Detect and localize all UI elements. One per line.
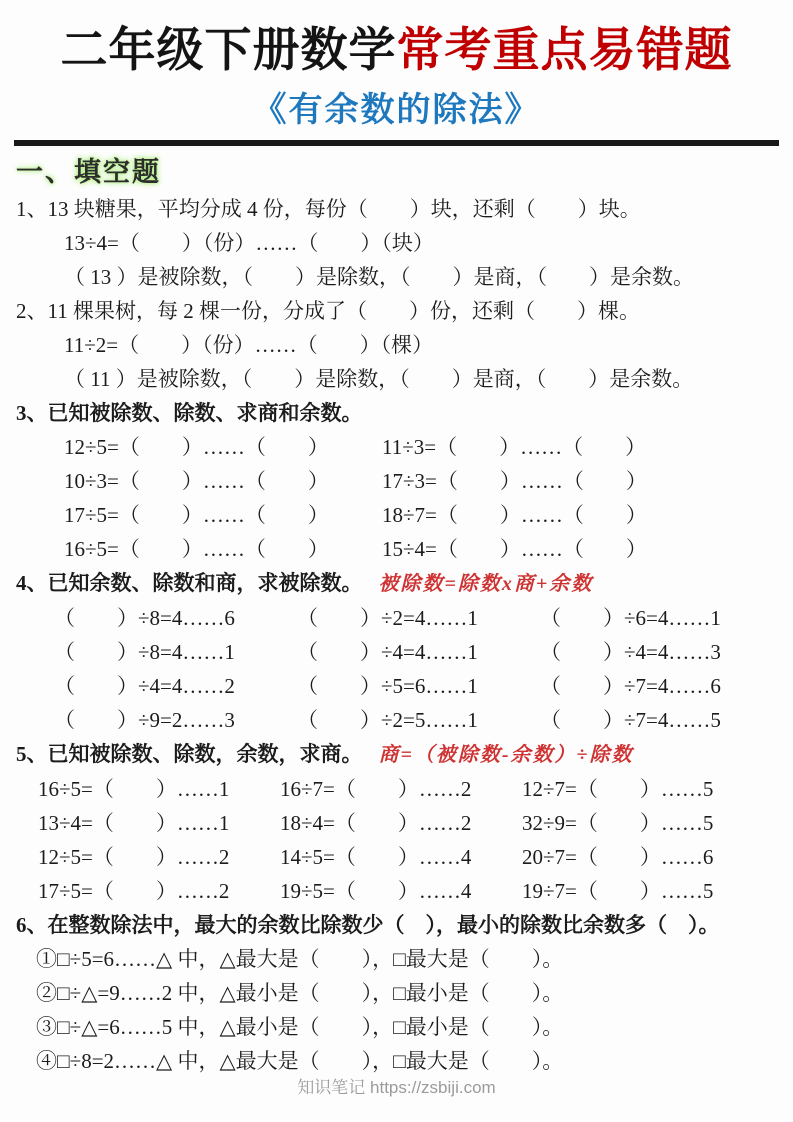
q3-eq-2b: 17÷3=（ ）……（ ） (382, 469, 647, 494)
q5-formula-annotation: 商=（被除数-余数）÷除数 (378, 744, 634, 767)
worksheet-header (0, 0, 793, 131)
q4-row-1 (16, 601, 783, 635)
q6-item-3: ③□÷△=6……5 中，△最小是（ ），□最小是（ ）。 (36, 1015, 564, 1040)
q4-eq-4b: （ ）÷2=5……1 (297, 708, 478, 733)
q5-eq-3a: 12÷5=（ ）……2 (38, 845, 230, 870)
q3-eq-1a: 12÷5=（ ）……（ ） (64, 435, 329, 460)
q4-heading: 4、已知余数、除数和商，求被除数。 (16, 571, 363, 596)
q5-eq-4a: 17÷5=（ ）……2 (38, 879, 230, 904)
q5-heading: 5、已知被除数、除数，余数，求商。 (16, 742, 363, 767)
q4-row-4 (16, 703, 783, 737)
q3-row-3 (16, 498, 783, 532)
q3-row-2 (16, 464, 783, 498)
q3-eq-4a: 16÷5=（ ）……（ ） (64, 537, 329, 562)
section-heading: 一、填空题 (16, 157, 161, 188)
q4-eq-3a: （ ）÷4=4……2 (54, 674, 235, 699)
q4-row-2 (16, 635, 783, 669)
q3-eq-1b: 11÷3=（ ）……（ ） (382, 435, 647, 460)
q3-row-4 (16, 532, 783, 566)
q4-eq-1a: （ ）÷8=4……6 (54, 606, 235, 631)
q5-heading-line (16, 737, 783, 772)
worksheet-body (0, 146, 793, 1078)
q3-eq-3a: 17÷5=（ ）……（ ） (64, 503, 329, 528)
q3-eq-3b: 18÷7=（ ）……（ ） (382, 503, 647, 528)
title-black-part: 二年级下册数学 (60, 25, 397, 77)
q4-eq-2a: （ ）÷8=4……1 (54, 640, 235, 665)
q5-row-2 (16, 806, 783, 840)
q4-eq-1c: （ ）÷6=4……1 (540, 606, 721, 631)
q4-row-3 (16, 669, 783, 703)
q3-row-1 (16, 430, 783, 464)
q5-row-1 (16, 772, 783, 806)
q5-eq-2b: 18÷4=（ ）……2 (280, 811, 472, 836)
q1-line3: （ 13 ）是被除数，（ ）是除数，（ ）是商，（ ）是余数。 (64, 265, 694, 290)
q1-line2: 13÷4=（ ）（份）……（ ）（块） (64, 231, 434, 256)
section-1 (16, 152, 783, 192)
q5-row-3 (16, 840, 783, 874)
q5-eq-2a: 13÷4=（ ）……1 (38, 811, 230, 836)
q1-line1: 1、13 块糖果，平均分成 4 份，每份（ ）块，还剩（ ）块。 (16, 197, 641, 222)
q5-eq-3c: 20÷7=（ ）……6 (522, 845, 714, 870)
q5-eq-4c: 19÷7=（ ）……5 (522, 879, 714, 904)
q2-line1: 2、11 棵果树，每 2 棵一份，分成了（ ）份，还剩（ ）棵。 (16, 299, 640, 324)
q2-line2: 11÷2=（ ）（份）……（ ）（棵） (64, 333, 434, 358)
q6-heading: 6、在整数除法中，最大的余数比除数少（ ），最小的除数比余数多（ ）。 (16, 913, 720, 938)
q3-eq-2a: 10÷3=（ ）……（ ） (64, 469, 329, 494)
q5-eq-1b: 16÷7=（ ）……2 (280, 777, 472, 802)
q5-eq-1c: 12÷7=（ ）……5 (522, 777, 714, 802)
q4-eq-3b: （ ）÷5=6……1 (297, 674, 478, 699)
q5-eq-4b: 19÷5=（ ）……4 (280, 879, 472, 904)
page-subtitle: 《有余数的除法》 (252, 92, 541, 130)
q4-heading-line (16, 566, 783, 601)
q6-item-4: ④□÷8=2……△ 中，△最大是（ ），□最大是（ ）。 (36, 1049, 564, 1074)
q5-eq-2c: 32÷9=（ ）……5 (522, 811, 714, 836)
q5-eq-3b: 14÷5=（ ）……4 (280, 845, 472, 870)
q3-eq-4b: 15÷4=（ ）……（ ） (382, 537, 647, 562)
title-red-part: 常考重点易错题 (396, 25, 733, 77)
q4-eq-3c: （ ）÷7=4……6 (540, 674, 721, 699)
q4-eq-2b: （ ）÷4=4……1 (297, 640, 478, 665)
q5-eq-1a: 16÷5=（ ）……1 (38, 777, 230, 802)
site-watermark: 知识笔记 https://zsbiji.com (297, 1078, 496, 1097)
q6-item-2: ②□÷△=9……2 中，△最小是（ ），□最小是（ ）。 (36, 981, 564, 1006)
q3-heading: 3、已知被除数、除数、求商和余数。 (16, 401, 363, 426)
q4-eq-1b: （ ）÷2=4……1 (297, 606, 478, 631)
q4-eq-2c: （ ）÷4=4……3 (540, 640, 721, 665)
q2-line3: （ 11 ）是被除数，（ ）是除数，（ ）是商，（ ）是余数。 (64, 367, 694, 392)
q5-row-4 (16, 874, 783, 908)
q6-item-1: ①□÷5=6……△ 中，△最大是（ ），□最大是（ ）。 (36, 947, 564, 972)
page-title (0, 24, 793, 78)
q4-eq-4a: （ ）÷9=2……3 (54, 708, 235, 733)
q4-formula-annotation: 被除数=除数x商+余数 (378, 573, 594, 596)
q4-eq-4c: （ ）÷7=4……5 (540, 708, 721, 733)
